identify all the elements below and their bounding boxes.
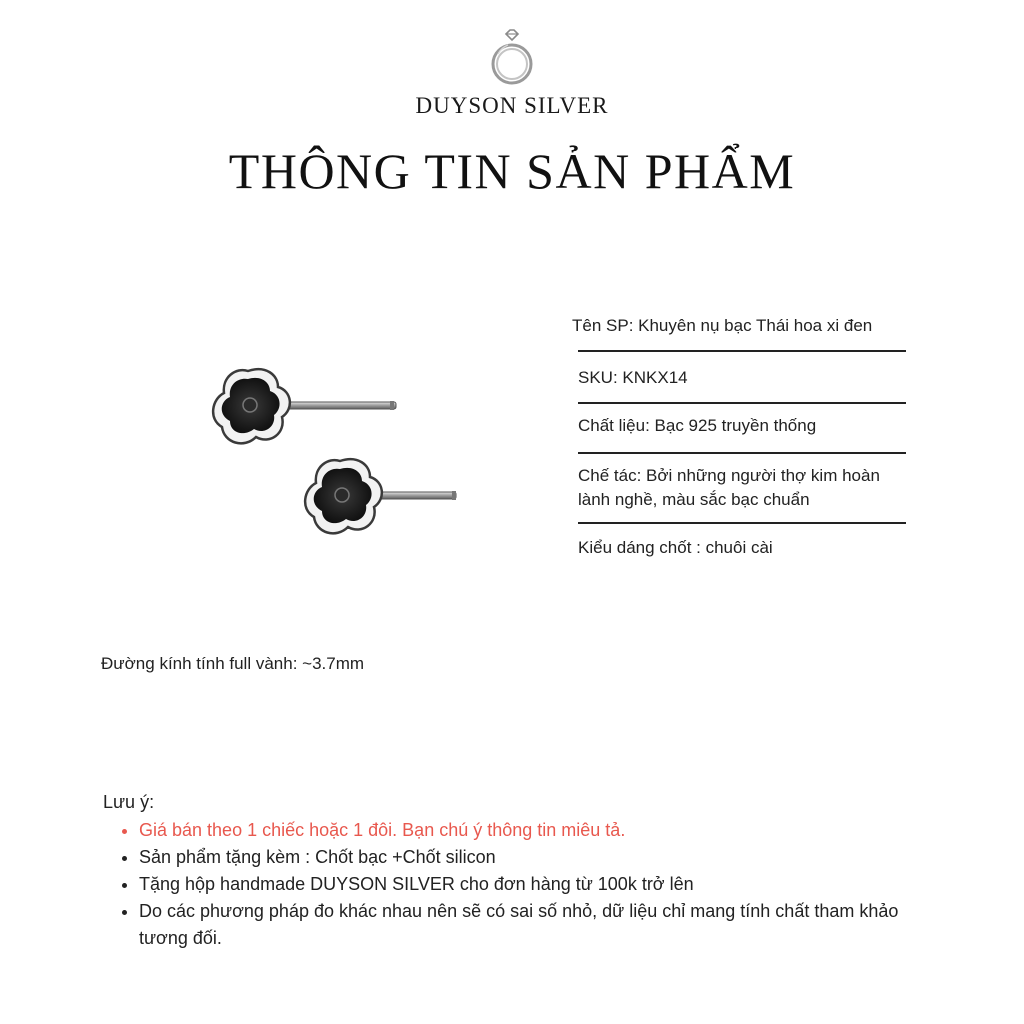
product-image bbox=[200, 355, 460, 545]
notes-section bbox=[103, 792, 943, 952]
spec-sku: SKU: KNKX14 bbox=[578, 368, 688, 387]
divider bbox=[578, 402, 906, 404]
spec-craftsmanship: Chế tác: Bởi những người thợ kim hoàn lành nghề, màu sắc bạc chuẩn bbox=[578, 466, 880, 509]
spec-material: Chất liệu: Bạc 925 truyền thống bbox=[578, 416, 817, 435]
spec-list bbox=[572, 314, 912, 560]
page-title: THÔNG TIN SẢN PHẨM bbox=[228, 143, 796, 199]
divider bbox=[578, 522, 906, 524]
brand-name: DUYSON SILVER bbox=[415, 93, 609, 118]
earring-1 bbox=[213, 369, 396, 443]
notes-list bbox=[103, 817, 943, 952]
note-item-price: • Giá bán theo 1 chiếc hoặc 1 đôi. Bạn chú ý thông tin miêu tả. bbox=[139, 817, 943, 844]
diamond-ring-icon bbox=[488, 28, 536, 86]
earring-2 bbox=[305, 459, 456, 533]
spec-clasp-style: Kiểu dáng chốt : chuôi cài bbox=[578, 538, 773, 557]
notes-title: Lưu ý: bbox=[103, 792, 155, 812]
diameter-text: Đường kính tính full vành: ~3.7mm bbox=[101, 654, 365, 673]
note-item-box: • Tặng hộp handmade DUYSON SILVER cho đơn hàng từ 100k trở lên bbox=[139, 871, 943, 898]
note-item-measurement: • Do các phương pháp đo khác nhau nên sẽ có sai số nhỏ, dữ liệu chỉ mang tính chất tham khảo tương đối. bbox=[139, 898, 943, 952]
divider bbox=[578, 350, 906, 352]
spec-product-name: Tên SP: Khuyên nụ bạc Thái hoa xi đen bbox=[572, 316, 873, 335]
note-item-gift: • Sản phẩm tặng kèm : Chốt bạc +Chốt silicon bbox=[139, 844, 943, 871]
divider bbox=[578, 452, 906, 454]
